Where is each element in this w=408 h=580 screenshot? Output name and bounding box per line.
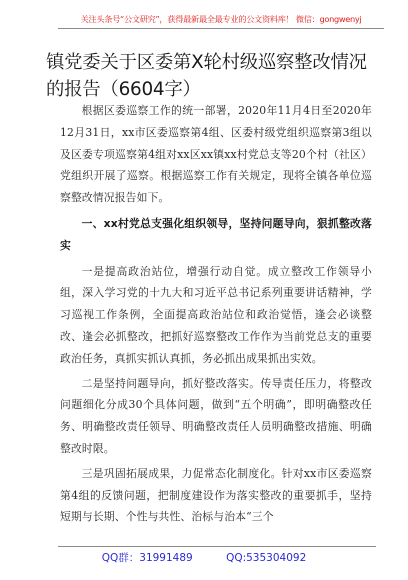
footer-contacts <box>0 548 408 568</box>
footer-qq-number[interactable]: QQ:535304092 <box>226 552 307 564</box>
footer-divider <box>58 546 376 547</box>
paragraph-intro: 根据区委巡察工作的统一部署，2020年11月4日至2020年12月31日，xx市区委巡察第4组、区委村级党组织巡察第3组以及区委专项巡察第4组对xx区xx镇xx村党总支等20个村（社区）党组织开展了巡察。根据巡察工作有关规定，现将全镇各单位巡察整改情况报告如下。 <box>60 104 372 205</box>
paragraph-point-3: 三是巩固拓展成果，力促常态化制度化。针对xx市区委巡察第4组的反馈问题，把制度建设作为落实整改的重要抓手，坚持短期与长期、个性与共性、治标与治本“三个 <box>60 466 372 524</box>
paragraph-point-1: 一是提高政治站位，增强行动自觉。成立整改工作领导小组，深入学习党的十九大和习近平总书记系列重要讲话精神，学习巡视工作条例，全面提高政治站位和政治觉悟，逢会必谈整改、逢会必抓整改，把抓好巡察整改工作作为当前党总支的重要政治任务，真抓实抓认真抓，务必抓出成果抓出实效。 <box>60 264 372 365</box>
header-banner-text[interactable]: 关注头条号“公文研究”，获得最新最全最专业的公文资料库！ 微信：gongwenyj <box>80 14 362 24</box>
header-banner <box>58 7 384 29</box>
document-title: 镇党委关于区委第X轮村级巡察整改情况 的报告（6604字） <box>46 52 367 100</box>
footer-qq-group[interactable]: QQ群：31991489 <box>101 552 193 564</box>
section-heading-1: 一、xx村党总支强化组织领导，坚持问题导向，狠抓整改落实 <box>60 216 372 252</box>
document-body <box>60 100 372 531</box>
paragraph-point-2: 二是坚持问题导向，抓好整改落实。传导责任压力，将整改问题细化分成30个具体问题，做到“五个明确”，即明确整改任务、明确整改责任领导、明确整改责任人员明确整改措施、明确整改时限。 <box>60 376 372 455</box>
